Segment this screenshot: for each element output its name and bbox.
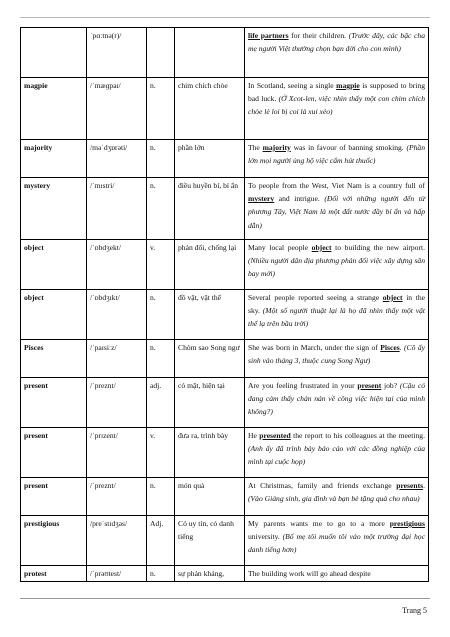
table-row (21, 178, 429, 240)
example-cell (245, 428, 429, 478)
example-text: To people from the West, Viet Nam is a country full of (248, 181, 425, 190)
example-keyword: object (311, 243, 332, 252)
example-text: At Christmas, family and friends exchange (248, 481, 397, 490)
meaning-cell: phần lớn (175, 140, 245, 178)
example-keyword: life partners (248, 31, 289, 40)
example-keyword: presented (259, 431, 291, 440)
example-keyword: Pisces (380, 343, 400, 352)
footer-rule (20, 598, 430, 599)
example-cell (245, 378, 429, 428)
part-of-speech-cell: n. (147, 78, 175, 140)
part-of-speech-cell: n. (147, 178, 175, 240)
meaning-cell: phản đối, chống lại (175, 240, 245, 290)
example-text: was in favour of banning smoking. (290, 143, 407, 152)
example-text: in the sky. (248, 293, 426, 316)
part-of-speech-cell: n. (147, 140, 175, 178)
example-translation: (Nhiều người dân địa phương phản đối việc xây dựng sân bay mới) (248, 256, 425, 279)
word-cell: present (21, 428, 87, 478)
example-keyword: prestigious (389, 519, 425, 528)
example-text: He (248, 431, 260, 440)
example-text: job? (381, 381, 400, 390)
example-translation: (Anh ấy đã trình bày báo cáo với các đồng nghiệp của mình tại cuộc họp) (248, 444, 425, 467)
example-cell (245, 340, 429, 378)
pronunciation-cell: /ˈpreznt/ (87, 378, 147, 428)
example-keyword: mystery (248, 194, 275, 204)
meaning-cell (175, 28, 245, 78)
example-text: In Scotland, seeing a single (248, 81, 337, 90)
example-cell (245, 566, 429, 582)
example-cell (245, 478, 429, 516)
word-cell: majority (21, 140, 87, 178)
header-rule (20, 17, 430, 18)
example-keyword: presents (396, 481, 424, 490)
word-cell: magpie (21, 78, 87, 140)
example-translation: (Một số người thuật lại là họ đã nhìn thấy một vật thể lạ trên bầu trời) (248, 306, 425, 329)
word-cell: present (21, 478, 87, 516)
table-row (21, 428, 429, 478)
example-text: . (399, 343, 404, 352)
part-of-speech-cell: n. (147, 340, 175, 378)
table-row (21, 340, 429, 378)
example-cell (245, 240, 429, 290)
word-cell: mystery (21, 178, 87, 240)
table-row (21, 140, 429, 178)
table-row (21, 378, 429, 428)
pronunciation-cell: /ˈɒbdʒɪkt/ (87, 290, 147, 340)
example-text: The building work will go ahead despite (248, 569, 371, 578)
example-translation: (Bố mẹ tôi muốn tôi vào một trường đại học danh tiếng hơn) (248, 532, 425, 555)
pronunciation-cell: /ˈmæɡpaɪ/ (87, 78, 147, 140)
example-cell (245, 28, 429, 78)
example-text: Many local people (248, 243, 312, 252)
part-of-speech-cell: n. (147, 290, 175, 340)
meaning-cell: Chòm sao Song ngư (175, 340, 245, 378)
pronunciation-cell: /ˈpreznt/ (87, 478, 147, 516)
example-text: for their children. (288, 31, 349, 40)
example-translation: (Phần lớn mọi người ủng hộ việc cấm hút thuốc) (248, 143, 425, 166)
example-text: Several people reported seeing a strange (248, 293, 383, 302)
part-of-speech-cell: Adj. (147, 516, 175, 566)
meaning-cell: điều huyền bí, bí ẩn (175, 178, 245, 240)
word-cell (21, 28, 87, 78)
pronunciation-cell: /ˈprɪzent/ (87, 428, 147, 478)
example-translation: (Trước đây, các bậc cha mẹ người Việt thường chọn bạn đời cho con mình) (248, 31, 425, 54)
vocabulary-table-body (21, 28, 429, 582)
part-of-speech-cell (147, 28, 175, 78)
meaning-cell: món quà (175, 478, 245, 516)
example-cell (245, 516, 429, 566)
part-of-speech-cell: n. (147, 478, 175, 516)
example-text: is supposed to bring bad luck. (248, 81, 425, 104)
meaning-cell: có mặt, hiện tại (175, 378, 245, 428)
pronunciation-cell: ˈpɑːtnə(r)/ (87, 28, 147, 78)
example-cell (245, 140, 429, 178)
pronunciation-cell: /preˈstɪdʒəs/ (87, 516, 147, 566)
table-row (21, 516, 429, 566)
example-text: My parents wants me to go to a more (248, 519, 390, 528)
example-text: Are you feeling frustrated in your (248, 381, 358, 390)
meaning-cell: sự phản kháng, (175, 566, 245, 582)
example-keyword: majority (262, 143, 291, 152)
pronunciation-cell: /məˈdʒɒrəti/ (87, 140, 147, 178)
example-cell (245, 78, 429, 140)
example-translation: (Cô ấy sinh vào tháng 3, thuộc cung Song Ngư) (248, 343, 425, 366)
example-text: to building the new airport. (331, 243, 425, 252)
word-cell: Pisces (21, 340, 87, 378)
example-text: She was born in March, under the sign of (248, 343, 381, 352)
example-translation: (Ở Xcot-len, việc nhìn thấy một con chim chích chòe lẻ loi bị coi là xui xẻo) (248, 94, 426, 117)
example-text: . (423, 481, 425, 490)
example-text: and intrigue. (274, 194, 325, 204)
page-number: Trang 5 (402, 606, 427, 615)
part-of-speech-cell: v. (147, 428, 175, 478)
table-row (21, 78, 429, 140)
meaning-cell: chim chích chòe (175, 78, 245, 140)
table-row (21, 240, 429, 290)
example-translation: (Đối với những người đến từ phương Tây, Việt Nam là một đất nước đầy bí ẩn và hấp dẫn) (248, 194, 425, 230)
example-translation: (Vào Giáng sinh, gia đình và bạn bè tặng quà cho nhau) (248, 494, 420, 504)
example-text: university. (248, 532, 283, 542)
word-cell: prestigious (21, 516, 87, 566)
part-of-speech-cell: v. (147, 240, 175, 290)
example-text: The (248, 143, 263, 152)
word-cell: protest (21, 566, 87, 582)
word-cell: present (21, 378, 87, 428)
example-cell (245, 290, 429, 340)
pronunciation-cell: /ˈmɪstri/ (87, 178, 147, 240)
pronunciation-cell: /ˈɒbdʒekt/ (87, 240, 147, 290)
meaning-cell: đồ vật, vật thể (175, 290, 245, 340)
pronunciation-cell: /ˈpaɪsiːz/ (87, 340, 147, 378)
pronunciation-cell: /ˈprəʊtest/ (87, 566, 147, 582)
example-text: the report to his colleagues at the meeting. (290, 431, 425, 440)
vocabulary-table (20, 27, 429, 582)
example-keyword: present (357, 381, 382, 390)
table-row (21, 478, 429, 516)
example-keyword: magpie (336, 81, 360, 90)
part-of-speech-cell: n. (147, 566, 175, 582)
example-cell (245, 178, 429, 240)
table-row (21, 566, 429, 582)
part-of-speech-cell: adj. (147, 378, 175, 428)
table-row (21, 290, 429, 340)
meaning-cell: Có uy tín, có danh tiếng (175, 516, 245, 566)
table-row (21, 28, 429, 78)
meaning-cell: đưa ra, trình bày (175, 428, 245, 478)
word-cell: object (21, 240, 87, 290)
example-translation: (Cậu có đang cảm thấy chán nản về công việc hiện tại của mình không?) (248, 381, 425, 417)
example-keyword: object (382, 293, 403, 302)
word-cell: object (21, 290, 87, 340)
